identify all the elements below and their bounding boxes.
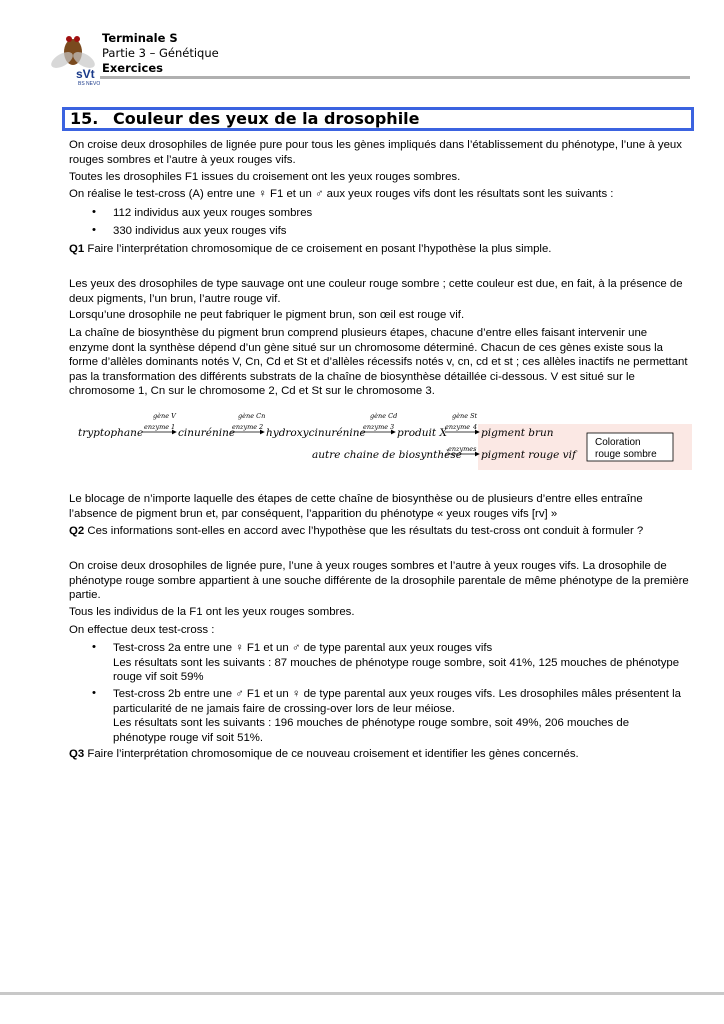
enzymes-label: enzymes	[448, 445, 477, 453]
enzyme-number: 2	[259, 423, 264, 431]
pigment-brun-label: pigment brun	[481, 427, 554, 439]
bullet-icon: •	[92, 687, 96, 699]
enzyme-label: enzyme	[144, 423, 170, 431]
enzyme-label: enzyme	[232, 423, 258, 431]
exercise-title: Couleur des yeux de la drosophile	[113, 109, 420, 128]
part4-paragraph-2: Tous les individus de la F1 ont les yeux rouges sombres.	[69, 606, 355, 618]
header-divider	[100, 76, 690, 79]
part3-paragraph-1: Le blocage de n’importe laquelle des étapes de cette chaîne de biosynthèse ou de plusieurs d’entre elles entraîne l’absence de pigment brun et, par conséquent, l’apparition du phénotype « yeux rouges vifs [rv] »	[69, 493, 643, 520]
header-text	[102, 31, 219, 76]
list-item: 112 individus aux yeux rouges sombres	[113, 207, 313, 219]
part1-paragraph-1: On croise deux drosophiles de lignée pure pour tous les gènes impliqués dans l’établissement du phénotype, l’une à yeux rouges sombres et l’autre à yeux rouges vifs.	[69, 139, 682, 166]
substrate-produit-x: produit X	[397, 427, 447, 439]
question-text: Faire l’interprétation chromosomique de ce croisement en posant l’hypothèse la plus simple.	[84, 243, 552, 255]
biosynthesis-diagram	[78, 408, 694, 472]
gene-label: gène Cd	[370, 412, 398, 420]
testcross-2b-results: Les résultats sont les suivants : 196 mouches de phénotype rouge sombre, soit 49%, 206 mouches de phénotype rouge vif soit 51%.	[113, 717, 630, 744]
svg-text:BS NEVO: BS NEVO	[78, 81, 101, 86]
question-text: Ces informations sont-elles en accord avec l’hypothèse que les résultats du test-cross ont conduit à formuler ?	[84, 525, 644, 537]
bullet-icon: •	[92, 224, 96, 236]
substrate-hydroxycinurenine: hydroxycinurénine	[266, 427, 366, 439]
pigment-rouge-label: pigment rouge vif	[481, 449, 576, 461]
gene-label: gène Cn	[238, 412, 266, 420]
question-3	[69, 747, 689, 762]
part4-paragraph-1: On croise deux drosophiles de lignée pure, l’une à yeux rouges sombres et l’autre à yeux rouges vifs. La drosophile de phénotype rouge sombre appartient à une souche différente de la drosophile parentale de même phénotype de la première partie.	[69, 560, 689, 601]
list-item	[113, 687, 683, 745]
enzyme-number: 4	[473, 423, 478, 431]
testcross-2a-results: Les résultats sont les suivants : 87 mouches de phénotype rouge sombre, soit 41%, 125 mouches de phénotype rouge vif soit 59%	[113, 656, 680, 683]
header-level: Terminale S	[102, 31, 178, 45]
list-item	[113, 641, 683, 685]
list-item: 330 individus aux yeux rouges vifs	[113, 225, 287, 237]
question-label: Q3	[69, 748, 85, 760]
coloration-label: rouge sombre	[595, 449, 657, 460]
part1-paragraph-3: On réalise le test-cross (A) entre une ♀ F1 et un ♂ aux yeux rouges vifs dont les résultats sont les suivants :	[69, 188, 614, 200]
question-1	[69, 242, 689, 257]
enzyme-number: 1	[171, 423, 176, 431]
substrate-tryptophane: tryptophane	[78, 427, 144, 439]
part4-paragraph-3: On effectue deux test-cross :	[69, 624, 215, 636]
header-part: Partie 3 – Génétique	[102, 46, 219, 60]
part2-paragraph-3: La chaîne de biosynthèse du pigment brun comprend plusieurs étapes, chacune d’entre elles faisant intervenir une enzyme dont la synthèse dépend d’un gène situé sur un chromosome déterminé. Chacun de ces gènes existe sous la forme d’allèles dominants notés V, Cn, Cd et St et d’allèles récessifs notés v, cn, cd et st ; ces allèles inactifs ne permettant pas la transformation des différents substrats de la chaîne de biosynthèse détaillée ci-dessous. V est situé sur le chromosome 1, Cn sur le chromosome 2, Cd et St sur le chromosome 3.	[69, 327, 688, 397]
coloration-label: Coloration	[595, 437, 641, 448]
svg-text:sVt: sVt	[76, 67, 95, 81]
enzyme-number: 3	[390, 423, 395, 431]
part2-paragraph-2: Lorsqu’une drosophile ne peut fabriquer le pigment brun, son œil est rouge vif.	[69, 309, 465, 321]
question-label: Q1	[69, 243, 85, 255]
autre-chaine-label: autre chaine de biosynthèse	[312, 449, 462, 461]
enzyme-label: enzyme	[363, 423, 389, 431]
svt-logo	[46, 30, 104, 86]
gene-label: gène V	[153, 412, 176, 420]
substrate-cinurenine: cinurénine	[178, 427, 236, 439]
question-label: Q2	[69, 525, 85, 537]
bullet-icon: •	[92, 206, 96, 218]
enzyme-label: enzyme	[445, 423, 471, 431]
testcross-2a-header: Test-cross 2a entre une ♀ F1 et un ♂ de type parental aux yeux rouges vifs	[113, 642, 493, 654]
question-2	[69, 524, 689, 539]
part1-paragraph-2: Toutes les drosophiles F1 issues du croisement ont les yeux rouges sombres.	[69, 171, 461, 183]
exercise-number: 15.	[70, 109, 99, 128]
testcross-2b-header: Test-cross 2b entre une ♂ F1 et un ♀ de type parental aux yeux rouges vifs. Les drosophiles mâles présentent la particularité de ne jamais faire de crossing-over lors de leur méiose.	[113, 688, 681, 715]
question-text: Faire l’interprétation chromosomique de ce nouveau croisement et identifier les gènes concernés.	[84, 748, 579, 760]
footer-divider	[0, 992, 724, 995]
header-type: Exercices	[102, 61, 163, 75]
part2-paragraph-1: Les yeux des drosophiles de type sauvage ont une couleur rouge sombre ; cette couleur est due, en fait, à la présence de deux pigments, l’un brun, l’autre rouge vif.	[69, 278, 683, 305]
gene-label: gène St	[452, 412, 478, 420]
bullet-icon: •	[92, 641, 96, 653]
